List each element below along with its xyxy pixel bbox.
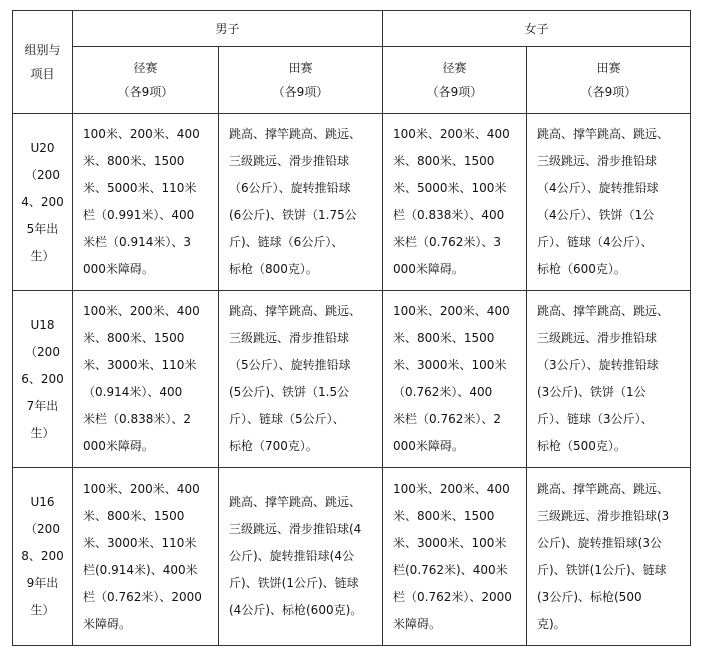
women-track-cell [383, 291, 527, 468]
table-row [13, 291, 691, 468]
cell-line: 000米障碍。 [83, 439, 154, 453]
cell-line: 000米障碍。 [393, 439, 464, 453]
men-header: 男子 [73, 11, 383, 47]
cell-line: 米栏（0.914米）、3 [83, 235, 191, 249]
cell-line: 米、800米、1500 [83, 331, 185, 345]
table-row [13, 468, 691, 646]
cell-line: 100米、200米、400 [83, 127, 200, 141]
cell-line: 公斤)、旋转推铅球(4公 [229, 549, 354, 563]
group-line: 7年出 [26, 398, 59, 413]
cell-line: 米、800米、1500 [83, 154, 185, 168]
group-line: （200 [25, 167, 60, 182]
cell-line: 标枪（800克）。 [229, 262, 318, 276]
men-field-cell [219, 468, 383, 646]
cell-line: (3公斤)、标枪(500 [537, 589, 642, 604]
women-track-header [383, 47, 527, 114]
sub-header-line: （各9项） [426, 85, 483, 99]
cell-line: 标枪（500克）。 [537, 439, 626, 453]
cell-line: 100米、200米、400 [83, 304, 200, 318]
group-header-line: 组别与 [24, 43, 61, 57]
cell-line: 米、800米、1500 [83, 508, 185, 523]
men-track-cell [73, 468, 219, 646]
sub-header-line: （各9项） [272, 85, 329, 99]
cell-line: 米、3000米、100米 [393, 358, 507, 372]
group-header [13, 11, 73, 114]
cell-line: 栏（0.838米）、400 [393, 208, 505, 222]
cell-line: 跳高、撑竿跳高、跳远、 [229, 127, 362, 141]
cell-line: 三级跳远、滑步推铅球 [537, 331, 658, 345]
cell-line: 100米、200米、400 [393, 304, 510, 318]
cell-line: 三级跳远、滑步推铅球(3 [537, 508, 670, 523]
table-row [13, 114, 691, 291]
cell-line: (3公斤)、铁饼（1公 [537, 385, 646, 399]
women-field-header [527, 47, 691, 114]
cell-line: （3公斤）、旋转推铅球 [537, 358, 659, 372]
men-field-cell [219, 114, 383, 291]
group-line: 5年出 [26, 221, 59, 236]
group-line: （200 [25, 344, 60, 359]
group-line: （200 [25, 522, 60, 536]
cell-line: 克)。 [537, 616, 566, 631]
women-track-cell [383, 114, 527, 291]
cell-line: 100米、200米、400 [83, 481, 200, 496]
group-cell [13, 468, 73, 646]
cell-line: (6公斤)、铁饼（1.75公 [229, 208, 357, 222]
cell-line: 米栏（0.762米）、2 [393, 412, 501, 426]
cell-line: 三级跳远、滑步推铅球 [537, 154, 658, 168]
cell-line: （5公斤）、旋转推铅球 [229, 358, 351, 372]
group-cell [13, 114, 73, 291]
women-header: 女子 [383, 11, 691, 47]
cell-line: 000米障碍。 [83, 262, 154, 276]
cell-line: 米障碍。 [393, 616, 442, 631]
cell-line: （4公斤）、旋转推铅球 [537, 181, 659, 195]
cell-line: (5公斤)、铁饼（1.5公 [229, 385, 350, 399]
cell-line: （0.914米）、400 [83, 385, 183, 399]
group-line: 生） [30, 603, 55, 617]
events-table [12, 10, 691, 646]
cell-line: 栏(0.762米)、400米 [393, 562, 508, 577]
cell-line: 斤）、链球（3公斤）、 [537, 412, 653, 426]
cell-line: 米、5000米、110米 [83, 181, 197, 195]
men-field-cell [219, 291, 383, 468]
cell-line: 米、800米、1500 [393, 154, 495, 168]
women-field-cell [527, 114, 691, 291]
group-line: 8、200 [21, 549, 64, 563]
group-line: 9年出 [26, 576, 59, 590]
group-cell [13, 291, 73, 468]
cell-line: (4公斤)、标枪(600克)。 [229, 603, 363, 617]
cell-line: （6公斤）、旋转推铅球 [229, 181, 351, 195]
women-track-cell [383, 468, 527, 646]
cell-line: 100米、200米、400 [393, 481, 510, 496]
cell-line: 跳高、撑竿跳高、跳远、 [537, 481, 670, 496]
sub-header-line: （各9项） [580, 85, 637, 99]
cell-line: 米栏（0.838米）、2 [83, 412, 191, 426]
cell-line: 栏（0.991米）、400 [83, 208, 195, 222]
cell-line: 跳高、撑竿跳高、跳远、 [229, 304, 362, 318]
cell-line: 米、3000米、110米 [83, 358, 197, 372]
men-track-cell [73, 114, 219, 291]
cell-line: 斤)、链球（6公斤）、 [229, 235, 344, 249]
sub-header-line: 田赛 [596, 61, 621, 75]
cell-line: 斤)、铁饼(1公斤)、链球 [537, 562, 667, 577]
cell-line: （0.762米）、400 [393, 385, 493, 399]
cell-line: 斤)、铁饼(1公斤)、链球 [229, 576, 359, 590]
cell-line: 斤）、链球（4公斤）、 [537, 235, 653, 249]
cell-line: 跳高、撑竿跳高、跳远、 [537, 127, 670, 141]
sub-header-line: 径赛 [442, 61, 467, 75]
cell-line: 米、800米、1500 [393, 331, 495, 345]
cell-line: 标枪（600克）。 [537, 262, 626, 276]
cell-line: 跳高、撑竿跳高、跳远、 [229, 495, 362, 509]
cell-line: 三级跳远、滑步推铅球 [229, 154, 350, 168]
cell-line: 米、800米、1500 [393, 508, 495, 523]
cell-line: 米、3000米、100米 [393, 535, 507, 550]
sub-header-line: 径赛 [133, 61, 158, 75]
group-header-line: 项目 [30, 67, 55, 81]
men-track-cell [73, 291, 219, 468]
men-track-header [73, 47, 219, 114]
cell-line: 三级跳远、滑步推铅球(4 [229, 522, 362, 536]
sub-header-line: 田赛 [288, 61, 313, 75]
women-field-cell [527, 468, 691, 646]
cell-line: 000米障碍。 [393, 262, 464, 276]
cell-line: 米障碍。 [83, 616, 132, 631]
cell-line: 栏（0.762米）、2000 [83, 589, 202, 604]
group-line: U18 [30, 317, 55, 332]
cell-line: 栏（0.762米）、2000 [393, 589, 512, 604]
cell-line: 标枪（700克）。 [229, 439, 318, 453]
cell-line: 三级跳远、滑步推铅球 [229, 331, 350, 345]
cell-line: 跳高、撑竿跳高、跳远、 [537, 304, 670, 318]
cell-line: 米、5000米、100米 [393, 181, 507, 195]
sub-header-line: （各9项） [117, 85, 174, 99]
cell-line: 斤）、链球（5公斤）、 [229, 412, 345, 426]
men-field-header [219, 47, 383, 114]
group-line: 6、200 [21, 371, 64, 386]
women-field-cell [527, 291, 691, 468]
cell-line: （4公斤）、铁饼（1公 [537, 208, 655, 222]
cell-line: 公斤)、旋转推铅球(3公 [537, 535, 662, 550]
group-line: 生） [30, 248, 55, 263]
group-line: U20 [30, 140, 55, 155]
cell-line: 米栏（0.762米）、3 [393, 235, 501, 249]
group-line: 生） [30, 425, 55, 440]
cell-line: 栏(0.914米)、400米 [83, 562, 198, 577]
group-line: 4、200 [21, 194, 64, 209]
cell-line: 100米、200米、400 [393, 127, 510, 141]
group-line: U16 [30, 495, 55, 509]
cell-line: 米、3000米、110米 [83, 535, 197, 550]
